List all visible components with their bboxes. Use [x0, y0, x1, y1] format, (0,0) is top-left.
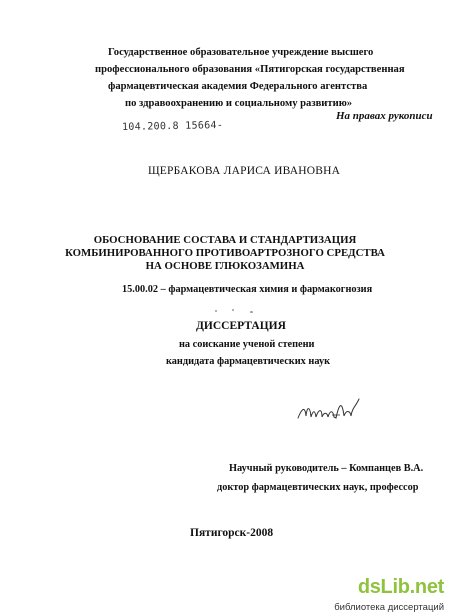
thesis-title-line-2: КОМБИНИРОВАННОГО ПРОТИВОАРТРОЗНОГО СРЕДСТВА — [65, 247, 385, 259]
scan-speck — [250, 311, 253, 313]
watermark-subtitle: библиотека диссертаций — [334, 602, 444, 613]
degree-line-2: кандидата фармацевтических наук — [166, 356, 331, 367]
supervisor-line-1: Научный руководитель – Компанцев В.А. — [229, 463, 424, 474]
library-stamp: 104.200.8 15664- — [121, 119, 224, 134]
institution-line-2: профессионального образования «Пятигорская государственная — [95, 64, 405, 75]
manuscript-note: На правах рукописи — [336, 110, 433, 122]
supervisor-line-2: доктор фармацевтических наук, профессор — [217, 482, 419, 493]
institution-line-4: по здравоохранению и социальному развитию» — [125, 98, 353, 109]
document-type: ДИССЕРТАЦИЯ — [196, 320, 286, 332]
thesis-title-line-3: НА ОСНОВЕ ГЛЮКОЗАМИНА — [145, 260, 305, 272]
watermark-logo: dsLib.net — [357, 576, 444, 598]
institution-line-3: фармацевтическая академия Федерального агентства — [108, 81, 368, 92]
specialty-code: 15.00.02 – фармацевтическая химия и фармакогнозия — [122, 284, 373, 295]
handwritten-signature — [296, 396, 364, 426]
degree-line-1: на соискание ученой степени — [179, 339, 315, 350]
watermark — [330, 572, 450, 616]
place-year: Пятигорск-2008 — [190, 527, 274, 539]
institution-line-1: Государственное образовательное учреждение высшего — [108, 47, 374, 58]
thesis-title-line-1: ОБОСНОВАНИЕ СОСТАВА И СТАНДАРТИЗАЦИЯ — [93, 234, 357, 246]
scan-speck — [232, 309, 234, 311]
author-name: ЩЕРБАКОВА ЛАРИСА ИВАНОВНА — [148, 165, 341, 177]
scan-speck — [215, 310, 217, 312]
